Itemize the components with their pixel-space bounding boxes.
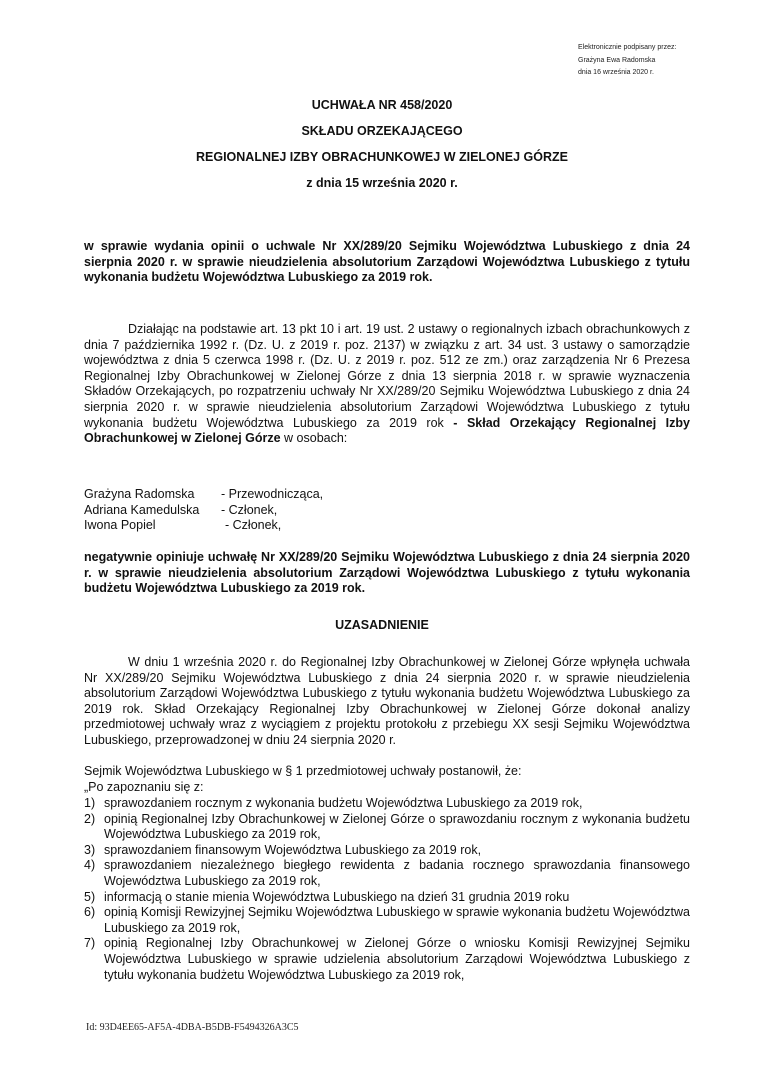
- item-number: 6): [84, 905, 96, 920]
- list-item: [84, 796, 690, 812]
- list-item: [84, 936, 690, 983]
- electronic-signature-note: [578, 42, 676, 80]
- issuer-line: SKŁADU ORZEKAJĄCEGO: [301, 124, 463, 138]
- member-role: - Członek,: [225, 518, 282, 533]
- item-number: 5): [84, 889, 96, 904]
- item-text: sprawozdaniem finansowym Województwa Lubuskiego za 2019 rok,: [104, 842, 482, 857]
- list-item: [84, 890, 690, 906]
- item-text: opinią Komisji Rewizyjnej Sejmiku Województwa Lubuskiego w sprawie wykonania budżetu Województwa Lubuskiego za 2019 rok,: [104, 905, 690, 935]
- resolution-number: UCHWAŁA NR 458/2020: [311, 98, 453, 112]
- list-item: [84, 812, 690, 843]
- item-text: informacją o stanie mienia Województwa Lubuskiego na dzień 31 grudnia 2019 roku: [104, 889, 570, 904]
- esign-line: Elektronicznie podpisany przez:: [578, 44, 677, 51]
- justification-title: UZASADNIENIE: [335, 618, 429, 632]
- opinion-statement: negatywnie opiniuje uchwałę Nr XX/289/20 Sejmiku Województwa Lubuskiego z dnia 24 sierpnia 2020 r. w sprawie nieudzielenia absolutorium Zarządowi Województwa Lubuskiego z tytułu wykonania budżetu Województwa Lubuskiego za 2019 rok.: [84, 550, 690, 596]
- quote-intro: „Po zapoznaniu się z:: [84, 780, 204, 794]
- legal-basis-text: Działając na podstawie art. 13 pkt 10 i art. 19 ust. 2 ustawy o regionalnych izbach obrachunkowych z dnia 7 października 1992 r. (Dz. U. z 2019 r. poz. 2137) w związku z art. 34 ust. 3 ustawy o samorządzie województwa z dnia 5 czerwca 1998 r. (Dz. U. z 2019 r. poz. 512 ze zm.) oraz zarządzenia Nr 6 Prezesa Regionalnej Izby Obrachunkowej w Zielonej Górze z dnia 13 sierpnia 2018 r. w sprawie wyznaczenia Składów Orzekających, po rozpatrzeniu uchwały Nr XX/289/20 Sejmiku Województwa Lubuskiego z dnia 24 sierpnia 2020 r. w sprawie nieudzielenia absolutorium Zarządowi Województwa Lubuskiego z tytułu wykonania budżetu Województwa Lubuskiego za 2019 rok: [84, 322, 690, 430]
- member-role: - Członek,: [221, 502, 278, 517]
- item-text: opinią Regionalnej Izby Obrachunkowej w Zielonej Górze o sprawozdaniu rocznym z wykonania budżetu Województwa Lubuskiego za 2019 rok,: [104, 811, 690, 842]
- list-item: [84, 858, 690, 889]
- item-text: sprawozdaniem niezależnego biegłego rewidenta z badania rocznego sprawozdania finansowego Województwa Lubuskiego za 2019 rok,: [104, 858, 690, 888]
- members-list: [84, 487, 323, 534]
- item-text: sprawozdaniem rocznym z wykonania budżetu Województwa Lubuskiego za 2019 rok,: [104, 796, 583, 810]
- item-text: opinią Regionalnej Izby Obrachunkowej w Zielonej Górze o wniosku Komisji Rewizyjnej Sejmiku Województwa Lubuskiego w sprawie udzielenia absolutorium Zarządowi Województwa Lubuskiego z tytułu wykonania budżetu Województwa Lubuskiego za 2019 rok,: [104, 936, 690, 982]
- list-item: [84, 843, 690, 859]
- legal-basis-tail: w osobach:: [280, 431, 348, 446]
- list-item: [84, 905, 690, 936]
- member-name: Grażyna Radomska: [84, 487, 195, 501]
- member-row: [84, 487, 323, 503]
- item-number: 3): [84, 842, 96, 857]
- decided-line: Sejmik Województwa Lubuskiego w § 1 przedmiotowej uchwały postanowił, że:: [84, 764, 522, 778]
- member-row: [84, 518, 323, 534]
- member-name: Adriana Kamedulska: [84, 502, 200, 517]
- chamber-name: REGIONALNEJ IZBY OBRACHUNKOWEJ W ZIELONEJ GÓRZE: [195, 150, 568, 164]
- resolution-subject: w sprawie wydania opinii o uchwale Nr XX/289/20 Sejmiku Województwa Lubuskiego z dnia 24 sierpnia 2020 r. w sprawie nieudzielenia absolutorium Zarządowi Województwa Lubuskiego z tytułu wykonania budżetu Województwa Lubuskiego za 2019 rok.: [84, 239, 690, 285]
- justification-paragraph: W dniu 1 września 2020 r. do Regionalnej Izby Obrachunkowej w Zielonej Górze wpłynęła uchwała Nr XX/289/20 Sejmiku Województwa Lubuskiego z dnia 24 sierpnia 2020 r. w sprawie nieudzielenia absolutorium Zarządowi Województwa Lubuskiego z tytułu wykonania budżetu Województwa Lubuskiego za 2019 rok. Skład Orzekający Regionalnej Izby Obrachunkowej w Zielonej Górze dokonał analizy przedmiotowej uchwały wraz z wyciągiem z projektu protokołu z przebiegu XX sesji Sejmiku Województwa Lubuskiego, przeprowadzonej w dniu 24 sierpnia 2020 r.: [84, 655, 690, 747]
- member-row: [84, 503, 323, 519]
- esign-date: dnia 16 września 2020 r.: [578, 69, 654, 76]
- esign-signer: Grażyna Ewa Radomska: [578, 56, 656, 64]
- member-name: Iwona Popiel: [84, 518, 156, 533]
- document-id: Id: 93D4EE65-AF5A-4DBA-B5DB-F5494326A3C5: [86, 1022, 299, 1033]
- item-number: 2): [84, 811, 96, 826]
- composition-bold: - Skład Orzekający Regionalnej Izby Obrachunkowej w Zielonej Górze: [84, 415, 690, 446]
- legal-basis-paragraph: [84, 322, 690, 447]
- item-number: 7): [84, 936, 96, 951]
- item-number: 4): [84, 858, 96, 873]
- item-number: 1): [84, 796, 96, 810]
- resolution-date: z dnia 15 września 2020 r.: [306, 176, 458, 190]
- considered-documents-list: [84, 796, 690, 983]
- member-role: - Przewodnicząca,: [221, 487, 324, 501]
